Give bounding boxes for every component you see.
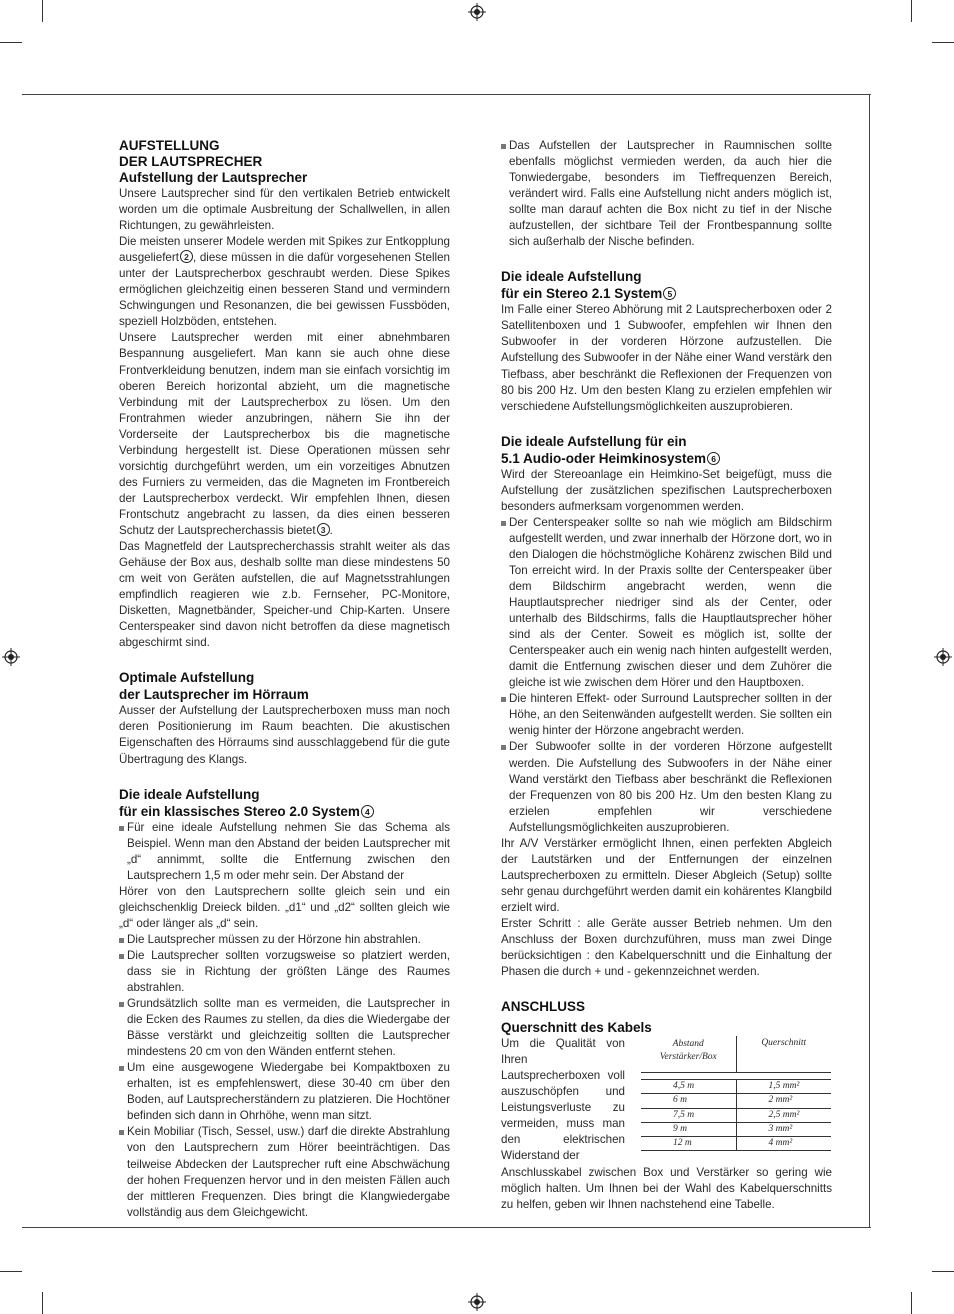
table-cell: 3 mm²: [768, 1123, 793, 1134]
crop-mark: [932, 42, 954, 43]
bullet-item: Die Lautsprecher sollten vorzugsweise so platziert werden, dass sie in Richtung der größten Länge des Raumes abstrahlen.: [119, 948, 450, 996]
crop-mark: [911, 0, 912, 22]
section-title: [501, 450, 832, 467]
registration-mark-icon: [2, 648, 20, 666]
bullet-item: Um eine ausgewogene Wiedergabe bei Kompaktboxen zu erhalten, ist es empfehlenswert, diese 30-40 cm über den Boden, auf Lautsprecherständern zu platzieren. Die Hochtöner befinden sich dann in Ohrhöhe, wenn man sitzt.: [119, 1060, 450, 1124]
registration-mark-icon: [934, 648, 952, 666]
frame-top-rule: [22, 94, 871, 95]
section-subtitle: Querschnitt des Kabels: [501, 1020, 652, 1036]
section-title: Die ideale Aufstellung: [119, 786, 260, 802]
section-title: [501, 285, 832, 302]
paragraph-text: Unsere Lautsprecher werden mit einer abnehmbaren Bespannung ausgeliefert. Man kann sie auch ohne diese Frontverkleidung benutzen, indem man sie einfach vorsichtig im oberen Bereich horizontal abzieht, um die magnetische Verbindung mit der Lautsprecherbox zu lösen. Um den Frontrahmen wieder anzubringen, nähern Sie ihn der Vorderseite der Lautsprecherbox bis die magnetische Verbindung hergestellt ist. Diese Operationen müssen sehr vorsichtig durchgeführt werden, um ein vorzeitiges Abnutzen des Furniers zu vermeiden, das die Magneten im Frontbereich der Lautsprecherbox verdeckt. Wir empfehlen Ihnen, diesen Frontschutz angebracht zu lassen, da dies einen besseren Schutz der Lautsprecherchassis bietet: [119, 331, 450, 537]
paragraph: [119, 234, 450, 330]
bullet-item: Für eine ideale Aufstellung nehmen Sie das Schema als Beispiel. Wenn man den Abstand der beiden Lautsprecher mit „d“ annimmt, sollte die Entfernung zwischen den Lautsprechern 1,5 m oder mehr sein. Der Abstand der: [119, 820, 450, 884]
section-title: Die ideale Aufstellung für ein: [501, 433, 687, 449]
table-spacer: [641, 1073, 831, 1080]
figure-ref-icon: 2: [180, 250, 193, 263]
bullet-item: Der Centerspeaker sollte so nah wie möglich am Bildschirm aufgestellt werden, und zwar innerhalb der Hörzone dort, wo in den Dialogen die höchstmögliche Kohärenz zwischen Bild und Ton erreicht wird. In der Praxis sollte der Centerspeaker über dem Bildschirm angebracht werden, wenn die Hauptlautsprecher niedriger sind als der Center, oder unterhalb des Bildschirms, falls die Hauptlautsprecher höher sind als der Center. Soweit es möglich ist, sollte der Centerspeaker auch ein wenig nach hinten aufgestellt werden, damit die Entfernung zwischen dieser und dem Zuhörer die gleiche ist wie zwischen dem Hörer und den Hauptboxen.: [501, 515, 832, 692]
table-cell: 7,5 m: [641, 1109, 737, 1122]
table-header-text: Abstand: [672, 1039, 704, 1050]
paragraph: [119, 330, 450, 539]
table-header-cell: Querschnitt: [761, 1038, 807, 1049]
table-header-cell: [641, 1036, 737, 1072]
bullet-item: Kein Mobiliar (Tisch, Sessel, usw.) darf die direkte Abstrahlung von den Lautsprechern zum Hörer beeinträchtigen. Das teilweise Abdecken der Lautsprecher ruft eine Abschwächung der hohen Frequenzen hervor und in den meisten Fällen auch der mittleren Frequenzen. Dies bringt die Klangwiedergabe vollständig aus dem Gleichgewicht.: [119, 1124, 450, 1220]
section-title-text: 5.1 Audio-oder Heimkinosystem: [501, 450, 707, 466]
paragraph: Anschlusskabel zwischen Box und Verstärker so gering wie möglich halten. Um Ihnen bei der Wahl des Kabelquerschnitts zu helfen, geben wir Ihnen nachstehend eine Tabelle.: [501, 1165, 832, 1211]
table-cell: 9 m: [641, 1123, 737, 1136]
crop-mark: [932, 1271, 954, 1272]
paragraph: Das Magnetfeld der Lautsprecherchassis strahlt weiter als das Gehäuse der Box aus, deshalb sollte man diese mindestens 50 cm weit von Geräten aufstellen, die auf Magnetsstrahlungen empfindlich reagieren wie z.b. Fernseher, PC-Monitore, Disketten, Magnetbänder, Speicher-und Chip-Karten. Unsere Centerspeaker sind davon nicht betroffen da diese magnetisch abgeschirmt sind.: [119, 540, 450, 650]
crop-mark: [911, 1292, 912, 1314]
paragraph: Ihr A/V Verstärker ermöglicht Ihnen, einen perfekten Abgleich der Lautstärken und der Entfernungen der einzelnen Lautsprecherboxen zu ermitteln. Dieser Abgleich (Setup) sollte sehr genau durchgeführt werden damit ein kohärentes Klangbild erzielt wird.: [501, 836, 832, 914]
cable-table: [641, 1036, 831, 1151]
section-title: [119, 803, 450, 820]
section-title: ANSCHLUSS: [501, 999, 586, 1015]
table-cell: 6 m: [641, 1094, 737, 1107]
bullet-item: Die Lautsprecher müssen zu der Hörzone hin abstrahlen.: [119, 932, 450, 948]
section-title: DER LAUTSPRECHER: [119, 154, 263, 169]
paragraph: Wird der Stereoanlage ein Heimkino-Set beigefügt, muss die Aufstellung der zusätzlichen spezifischen Lautsprecherboxen besonders aufmerksam vorgenommen werden.: [501, 467, 832, 513]
registration-mark-icon: [468, 3, 486, 21]
paragraph: Im Falle einer Stereo Abhörung mit 2 Lautsprecherboxen oder 2 Satellitenboxen und 1 Subwoofer, empfehlen wir Ihnen den Subwoofer in der vorderen Hörzone aufzustellen. Die Aufstellung des Subwoofer in der Nähe einer Wand verstärk den Tiefbass, aber beschränkt die Reflexionen der Frequenzen von 80 bis 200 Hz. Um den besten Klang zu erzielen empfehlen wir verschiedene Aufstellungsmöglichkeiten auszuprobieren.: [501, 303, 832, 413]
paragraph: Unsere Lautsprecher sind für den vertikalen Betrieb entwickelt worden um die optimale Ausbreitung der Schallwellen, in allen Richtungen, zu gewährleisten.: [119, 187, 450, 233]
table-row: [641, 1094, 831, 1108]
registration-mark-icon: [468, 1293, 486, 1311]
right-column: [501, 138, 832, 1213]
table-header-text: Verstärker/Box: [659, 1052, 717, 1063]
section-title-text: für ein Stereo 2.1 System: [501, 286, 663, 302]
crop-mark: [42, 1292, 43, 1314]
frame-right-rule: [869, 94, 870, 1228]
crop-mark: [0, 1271, 22, 1272]
table-cell: 12 m: [641, 1137, 737, 1150]
section-title: AUFSTELLUNG: [119, 138, 220, 153]
table-cell: 4,5 m: [641, 1080, 737, 1093]
section-title: Optimale Aufstellung: [119, 670, 255, 686]
paragraph: Ausser der Aufstellung der Lautsprecherboxen muss man noch deren Positionierung im Raum beachten. Die akustischen Eigenschaften des Hörraums sind ausschlaggebend für die gute Übertragung des Klangs.: [119, 704, 450, 766]
section-title-text: für ein klassisches Stereo 2.0 System: [119, 803, 360, 819]
crop-mark: [42, 0, 43, 22]
figure-ref-icon: 3: [317, 523, 330, 536]
figure-ref-icon: 6: [707, 452, 720, 465]
paragraph-text: Die meisten unserer Modele werden mit Spikes zur Entkopplung ausgeliefert: [119, 235, 450, 265]
paragraph: Erster Schritt : alle Geräte ausser Betrieb nehmen. Um den Anschluss der Boxen durchzuführen, muss man zwei Dinge berücksichtigen : den Kabelquerschnitt und die Einhaltung der Phasen die durch + und - gekennzeichnet werden.: [501, 916, 832, 979]
bullet-item: Das Aufstellen der Lautsprecher in Raumnischen sollte ebenfalls möglichst vermieden werden, da auch hier die Tonwiedergabe, besonders im Tieffrequenzen Bereich, verändert wird. Falls eine Aufstellung nicht anders möglich ist, sollte man darauf achten die Box nicht zu tief in der Nische aufzustellen, der sichtbare Teil der Frontbespannung sollte sich außerhalb der Nische befinden.: [501, 138, 832, 250]
paragraph: Hörer von den Lautsprechern sollte gleich sein und ein gleichschenklig Dreieck bilden. „d1“ und „d2“ sollten gleich wie „d“ oder länger als „d“ sein.: [119, 884, 450, 930]
figure-ref-icon: 5: [663, 287, 676, 300]
paragraph-text: , diese müssen in die dafür vorgesehenen Stellen unter der Lautsprecherbox geschraubt werden. Diese Spikes ermöglichen gleichzeitig einen besseren Stand und vermindern Schwingungen und Resonanzen, die bei gewissen Fussböden, speziell Holzböden, entstehen.: [119, 251, 450, 329]
table-row: [641, 1109, 831, 1123]
paragraph-text: .: [329, 523, 333, 537]
crop-mark: [0, 42, 22, 43]
section-title: der Lautsprecher im Hörraum: [119, 687, 309, 703]
left-column: [119, 138, 450, 1221]
table-row: [641, 1123, 831, 1137]
table-row: [641, 1080, 831, 1094]
bullet-item: Der Subwoofer sollte in der vorderen Hörzone aufgestellt werden. Die Aufstellung des Subwoofers in der Nähe einer Wand verstärkt den Tiefbass aber beschränkt die Reflexionen der Frequenzen von 80 bis 200 Hz. Um den besten Klang zu erzielen empfehlen wir verschiedene Aufstellungsmöglichkeiten auszuprobieren.: [501, 739, 832, 835]
bullet-item: Grundsätzlich sollte man es vermeiden, die Lautsprecher in die Ecken des Raumes zu stellen, da dies die Wiedergabe der Bässe verstärkt und gleichzeitig sollten die Lautsprecher mindestens 20 cm von den Wänden entfernt stehen.: [119, 996, 450, 1060]
section-subtitle: Aufstellung der Lautsprecher: [119, 170, 308, 185]
table-cell: 2,5 mm²: [768, 1109, 800, 1120]
bullet-item: Die hinteren Effekt- oder Surround Lautsprecher sollten in der Höhe, an den Seitenwänden aufgestellt werden. Sie sollten ein wenig hinter der Hörzone angebracht werden.: [501, 691, 832, 739]
cable-section: [501, 1036, 832, 1164]
table-cell: 4 mm²: [768, 1137, 793, 1148]
table-row: [641, 1137, 831, 1151]
table-cell: 2 mm²: [768, 1095, 793, 1106]
paragraph: Um die Qualität von Ihren Lautsprecherboxen voll auszuschöpfen und Leistungsverluste zu vermeiden, muss man den elektrischen Widerstand der: [501, 1037, 625, 1163]
table-cell: 1,5 mm²: [768, 1081, 800, 1092]
table-header: [641, 1036, 831, 1073]
frame-bottom-rule: [22, 1227, 871, 1228]
section-title: Die ideale Aufstellung: [501, 269, 642, 285]
figure-ref-icon: 4: [361, 805, 374, 818]
